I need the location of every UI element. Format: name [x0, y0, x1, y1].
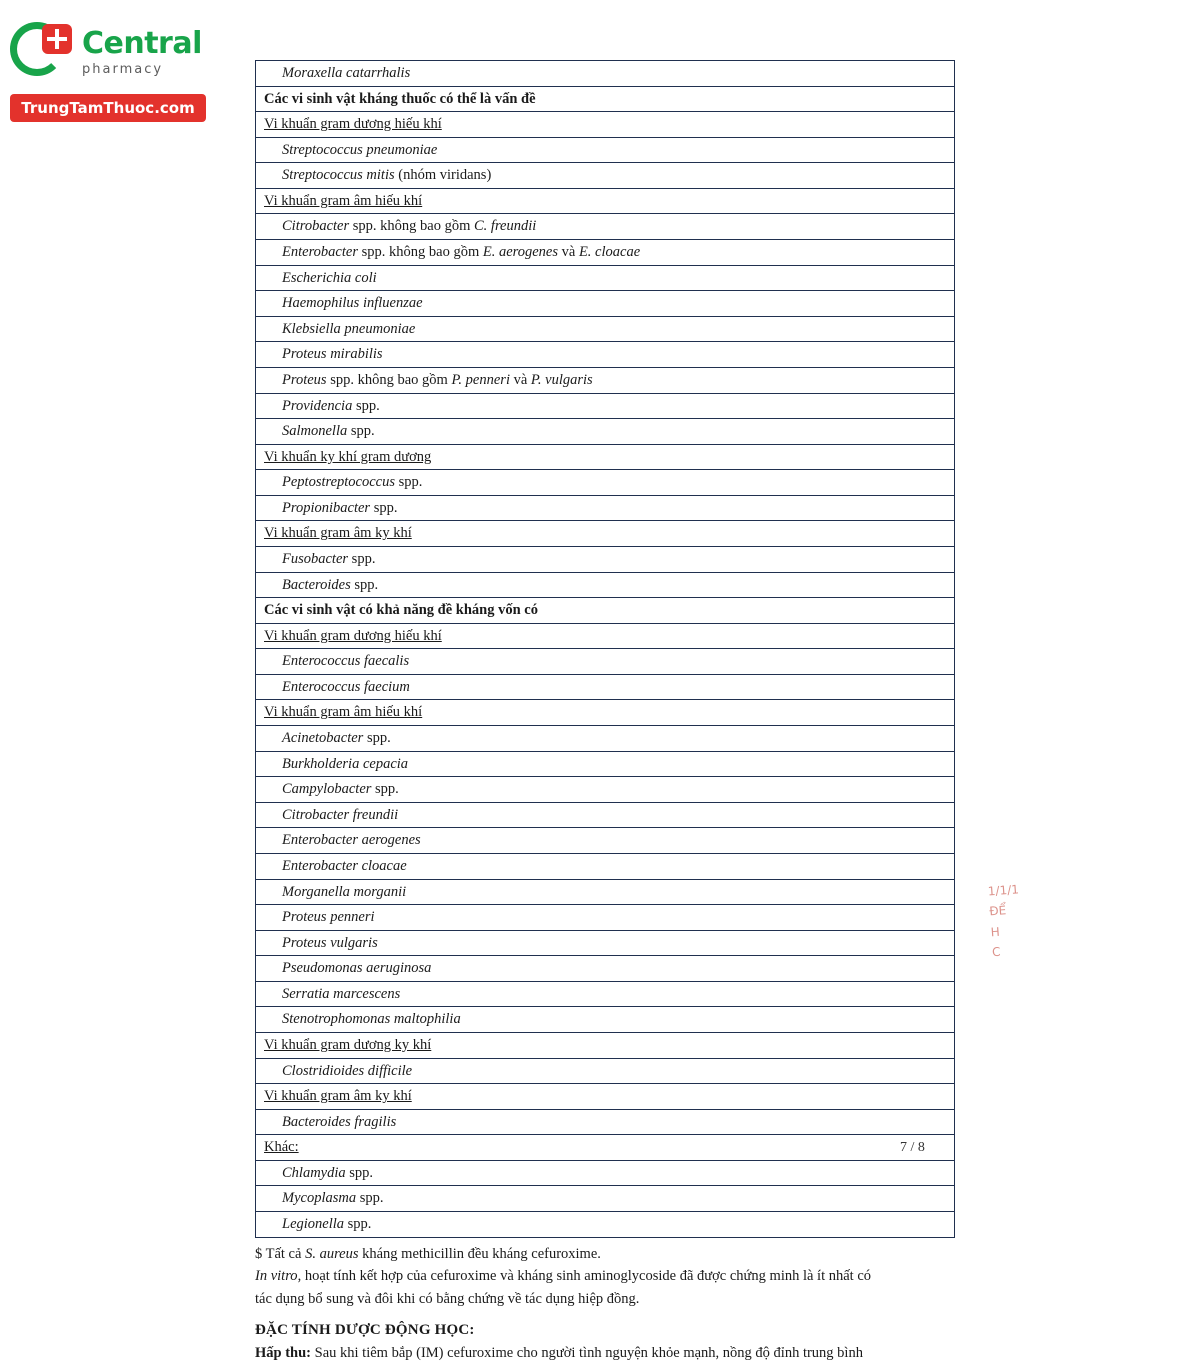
table-cell: Enterobacter spp. không bao gồm E. aerogenes và E. cloacae	[256, 240, 955, 266]
table-row	[256, 470, 955, 496]
table-row	[256, 1084, 955, 1110]
footnote-line-1: $ Tất cả S. aureus kháng methicillin đều kháng cefuroxime.	[255, 1245, 601, 1262]
table-cell: Haemophilus influenzae	[256, 291, 955, 317]
document-page	[255, 60, 955, 1365]
table-row	[256, 981, 955, 1007]
table-row	[256, 1160, 955, 1186]
table-row	[256, 1007, 955, 1033]
table-row	[256, 879, 955, 905]
table-cell: Proteus penneri	[256, 905, 955, 931]
margin-note-line-1: 1/1/1	[987, 882, 1020, 899]
table-row	[256, 86, 955, 112]
table-row	[256, 214, 955, 240]
table-row	[256, 1186, 955, 1212]
table-row	[256, 905, 955, 931]
paragraph-label: Hấp thu:	[255, 1344, 312, 1361]
table-cell: Stenotrophomonas maltophilia	[256, 1007, 955, 1033]
table-cell: Mycoplasma spp.	[256, 1186, 955, 1212]
brand-text	[82, 26, 202, 77]
margin-note-line-2: ĐỂ	[988, 903, 1007, 919]
table-cell: Providencia spp.	[256, 393, 955, 419]
table-row	[256, 546, 955, 572]
table-row	[256, 316, 955, 342]
table-row	[256, 802, 955, 828]
table-row	[256, 674, 955, 700]
section-paragraph	[255, 1343, 955, 1365]
table-cell: Moraxella catarrhalis	[256, 61, 955, 87]
table-cell: Salmonella spp.	[256, 419, 955, 445]
table-row	[256, 61, 955, 87]
table-cell: Vi khuẩn gram âm ky khí	[256, 1084, 955, 1110]
table-cell: Vi khuẩn gram dương hiếu khí	[256, 112, 955, 138]
table-cell: Enterococcus faecalis	[256, 649, 955, 675]
table-cell: Chlamydia spp.	[256, 1160, 955, 1186]
table-row	[256, 1212, 955, 1238]
table-row	[256, 1135, 955, 1161]
table-cell: Klebsiella pneumoniae	[256, 316, 955, 342]
site-url-badge: TrungTamThuoc.com	[10, 94, 206, 122]
margin-note-line-3: H	[990, 924, 1001, 940]
table-row	[256, 521, 955, 547]
table-cell: Vi khuẩn gram âm hiếu khí	[256, 700, 955, 726]
table-cell: Clostridioides difficile	[256, 1058, 955, 1084]
table-cell: Vi khuẩn gram dương ky khí	[256, 1032, 955, 1058]
table-row	[256, 956, 955, 982]
footnote-line-2: In vitro, hoạt tính kết hợp của cefuroxime và kháng sinh aminoglycoside đã được chứng minh là ít nhất có	[255, 1268, 872, 1285]
section-title: ĐẶC TÍNH DƯỢC ĐỘNG HỌC:	[255, 1321, 475, 1338]
table-row	[256, 419, 955, 445]
table-cell: Escherichia coli	[256, 265, 955, 291]
table-row	[256, 1032, 955, 1058]
table-cell: Các vi sinh vật có khả năng đề kháng vốn có	[256, 598, 955, 624]
table-row	[256, 1109, 955, 1135]
table-row	[256, 393, 955, 419]
brand-subtitle: pharmacy	[82, 62, 164, 77]
table-row	[256, 367, 955, 393]
table-row	[256, 163, 955, 189]
table-row	[256, 726, 955, 752]
table-row	[256, 495, 955, 521]
paragraph-text: Sau khi tiêm bắp (IM) cefuroxime cho người tình nguyện khỏe mạnh, nồng độ đỉnh trung bình	[311, 1344, 863, 1361]
table-cell: Acinetobacter spp.	[256, 726, 955, 752]
table-cell: Campylobacter spp.	[256, 777, 955, 803]
brand-row	[10, 22, 250, 84]
table-cell: Burkholderia cepacia	[256, 751, 955, 777]
table-cell: Vi khuẩn ky khí gram dương	[256, 444, 955, 470]
table-row	[256, 853, 955, 879]
margin-handwriting-note	[987, 879, 1033, 963]
watermark-logo-block	[10, 22, 250, 122]
table-cell: Serratia marcescens	[256, 981, 955, 1007]
table-cell: Enterobacter aerogenes	[256, 828, 955, 854]
table-cell: Các vi sinh vật kháng thuốc có thể là vấn đề	[256, 86, 955, 112]
table-row	[256, 598, 955, 624]
table-cell: Proteus spp. không bao gồm P. penneri và P. vulgaris	[256, 367, 955, 393]
table-cell: Propionibacter spp.	[256, 495, 955, 521]
table-row	[256, 265, 955, 291]
table-row	[256, 342, 955, 368]
table-row	[256, 623, 955, 649]
table-row	[256, 240, 955, 266]
table-cell: Vi khuẩn gram âm ky khí	[256, 521, 955, 547]
footnote-line-3: tác dụng bổ sung và đôi khi có bằng chứng về tác dụng hiệp đồng.	[255, 1290, 640, 1307]
table-cell: Pseudomonas aeruginosa	[256, 956, 955, 982]
table-row	[256, 700, 955, 726]
table-row	[256, 1058, 955, 1084]
table-cell: Proteus mirabilis	[256, 342, 955, 368]
table-cell: Streptococcus mitis (nhóm viridans)	[256, 163, 955, 189]
table-row	[256, 137, 955, 163]
table-body	[256, 61, 955, 1238]
table-row	[256, 777, 955, 803]
footnotes-block	[255, 1244, 955, 1310]
table-row	[256, 751, 955, 777]
table-cell: Khác:	[256, 1135, 955, 1161]
brand-name: Central	[82, 26, 202, 61]
table-row	[256, 828, 955, 854]
table-cell: Peptostreptococcus spp.	[256, 470, 955, 496]
table-row	[256, 572, 955, 598]
table-cell: Vi khuẩn gram âm hiếu khí	[256, 188, 955, 214]
page-number: 7 / 8	[900, 1140, 925, 1155]
table-cell: Legionella spp.	[256, 1212, 955, 1238]
table-cell: Proteus vulgaris	[256, 930, 955, 956]
pharmacy-cross-logo-icon	[10, 22, 72, 84]
table-cell: Enterobacter cloacae	[256, 853, 955, 879]
table-cell: Bacteroides fragilis	[256, 1109, 955, 1135]
table-cell: Morganella morganii	[256, 879, 955, 905]
table-cell: Streptococcus pneumoniae	[256, 137, 955, 163]
table-cell: Fusobacter spp.	[256, 546, 955, 572]
margin-note-line-4: C	[991, 944, 1002, 960]
table-cell: Citrobacter spp. không bao gồm C. freundii	[256, 214, 955, 240]
table-cell: Enterococcus faecium	[256, 674, 955, 700]
table-row	[256, 649, 955, 675]
table-cell: Citrobacter freundii	[256, 802, 955, 828]
microorganism-table	[255, 60, 955, 1238]
table-row	[256, 930, 955, 956]
table-cell: Bacteroides spp.	[256, 572, 955, 598]
table-cell: Vi khuẩn gram dương hiếu khí	[256, 623, 955, 649]
table-row	[256, 291, 955, 317]
table-row	[256, 444, 955, 470]
table-row	[256, 188, 955, 214]
table-row	[256, 112, 955, 138]
